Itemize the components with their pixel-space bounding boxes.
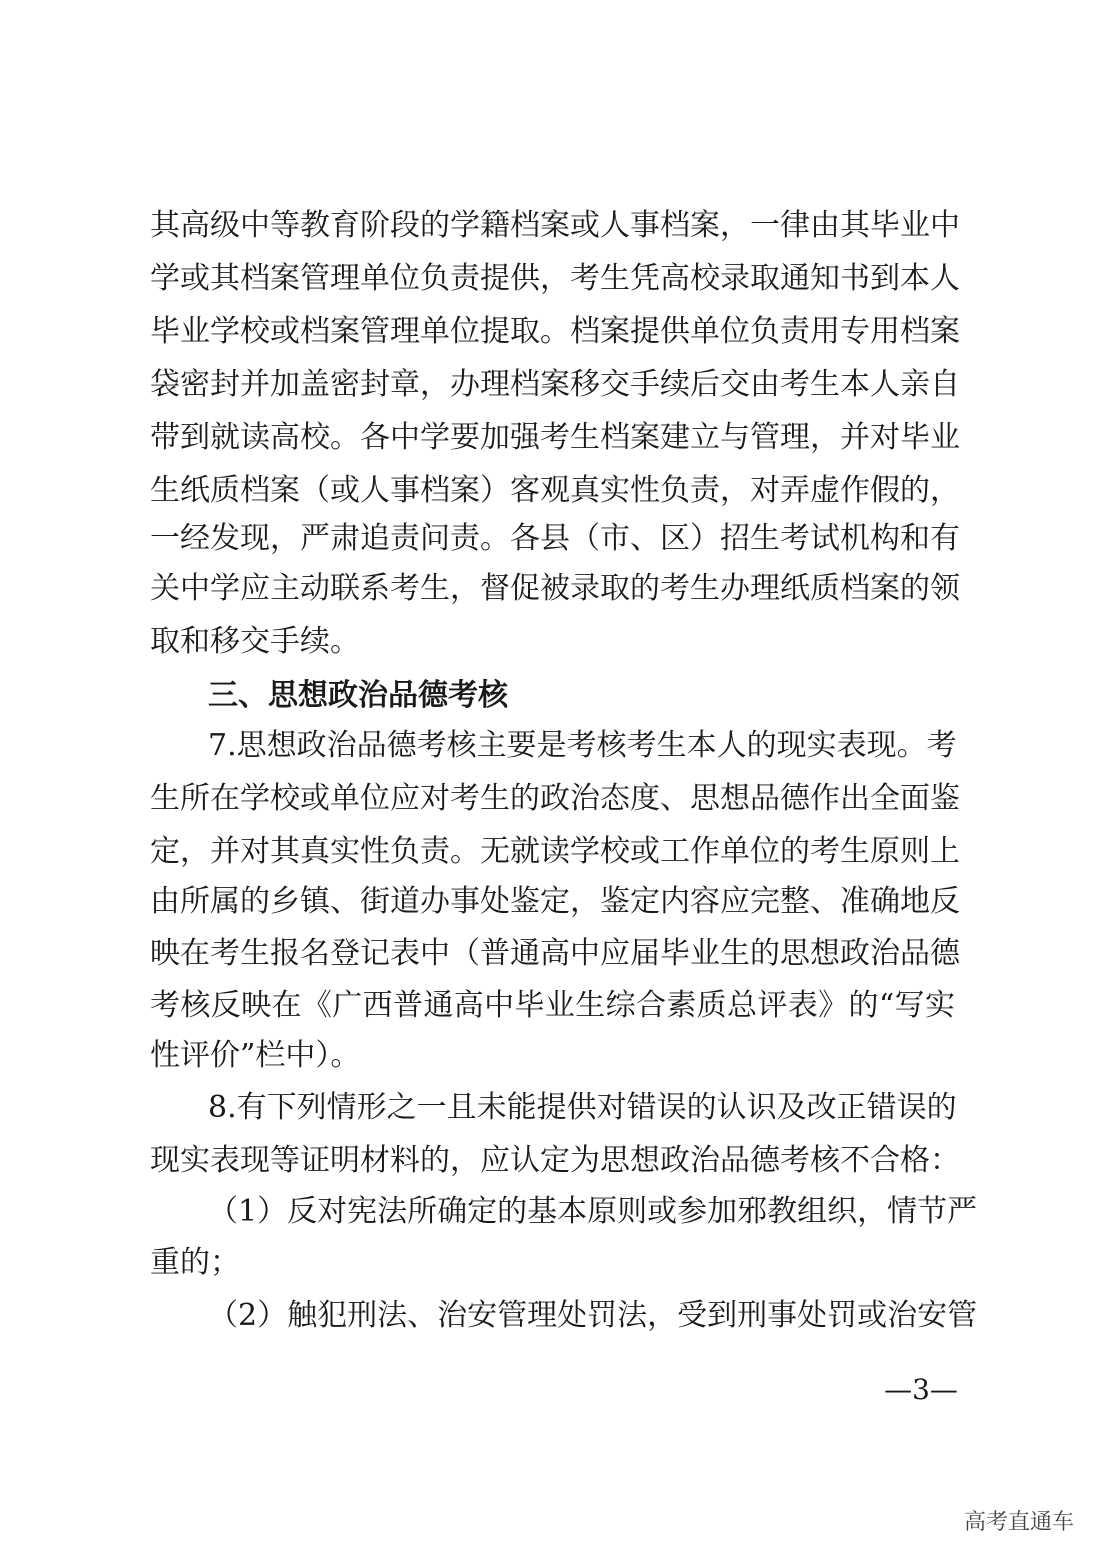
watermark-text: 高考直通车 xyxy=(963,1510,1074,1535)
body-line: 一经发现，严肃追责问责。各县（市、区）招生考试机构和有 xyxy=(150,521,960,556)
paragraph-7-line: 性评价”栏中）。 xyxy=(150,1038,361,1073)
list-item-1-line: 重的； xyxy=(150,1245,240,1280)
section-heading: 三、思想政治品德考核 xyxy=(208,678,508,713)
paragraph-7-line: 定，并对其真实性负责。无就读学校或工作单位的考生原则上 xyxy=(150,834,960,869)
list-item-1-line: （1）反对宪法所确定的基本原则或参加邪教组织，情节严 xyxy=(208,1194,978,1229)
paragraph-7-line: 由所属的乡镇、街道办事处鉴定，鉴定内容应完整、准确地反 xyxy=(150,884,960,919)
body-line: 其高级中等教育阶段的学籍档案或人事档案，一律由其毕业中 xyxy=(150,208,960,243)
paragraph-7-line: 生所在学校或单位应对考生的政治态度、思想品德作出全面鉴 xyxy=(150,781,960,816)
page-number: —3— xyxy=(884,1373,958,1406)
body-line: 带到就读高校。各中学要加强考生档案建立与管理，并对毕业 xyxy=(150,420,960,455)
body-line: 关中学应主动联系考生，督促被录取的考生办理纸质档案的领 xyxy=(150,571,960,606)
list-item-2-line: （2）触犯刑法、治安管理处罚法，受到刑事处罚或治安管 xyxy=(208,1298,978,1333)
body-line: 生纸质档案（或人事档案）客观真实性负责，对弄虚作假的， xyxy=(150,473,960,508)
body-line: 袋密封并加盖密封章，办理档案移交手续后交由考生本人亲自 xyxy=(150,367,960,402)
body-line: 毕业学校或档案管理单位提取。档案提供单位负责用专用档案 xyxy=(150,314,960,349)
paragraph-7-line: 7.思想政治品德考核主要是考核考生本人的现实表现。考 xyxy=(208,728,957,763)
body-line: 学或其档案管理单位负责提供，考生凭高校录取通知书到本人 xyxy=(150,261,960,296)
paragraph-7-line: 映在考生报名登记表中（普通高中应届毕业生的思想政治品德 xyxy=(150,936,960,971)
body-line: 取和移交手续。 xyxy=(150,624,360,659)
paragraph-7-line: 考核反映在《广西普通高中毕业生综合素质总评表》的“写实 xyxy=(150,988,955,1023)
paragraph-8-line: 现实表现等证明材料的，应认定为思想政治品德考核不合格： xyxy=(150,1143,960,1178)
paragraph-8-line: 8.有下列情形之一且未能提供对错误的认识及改正错误的 xyxy=(208,1090,957,1125)
